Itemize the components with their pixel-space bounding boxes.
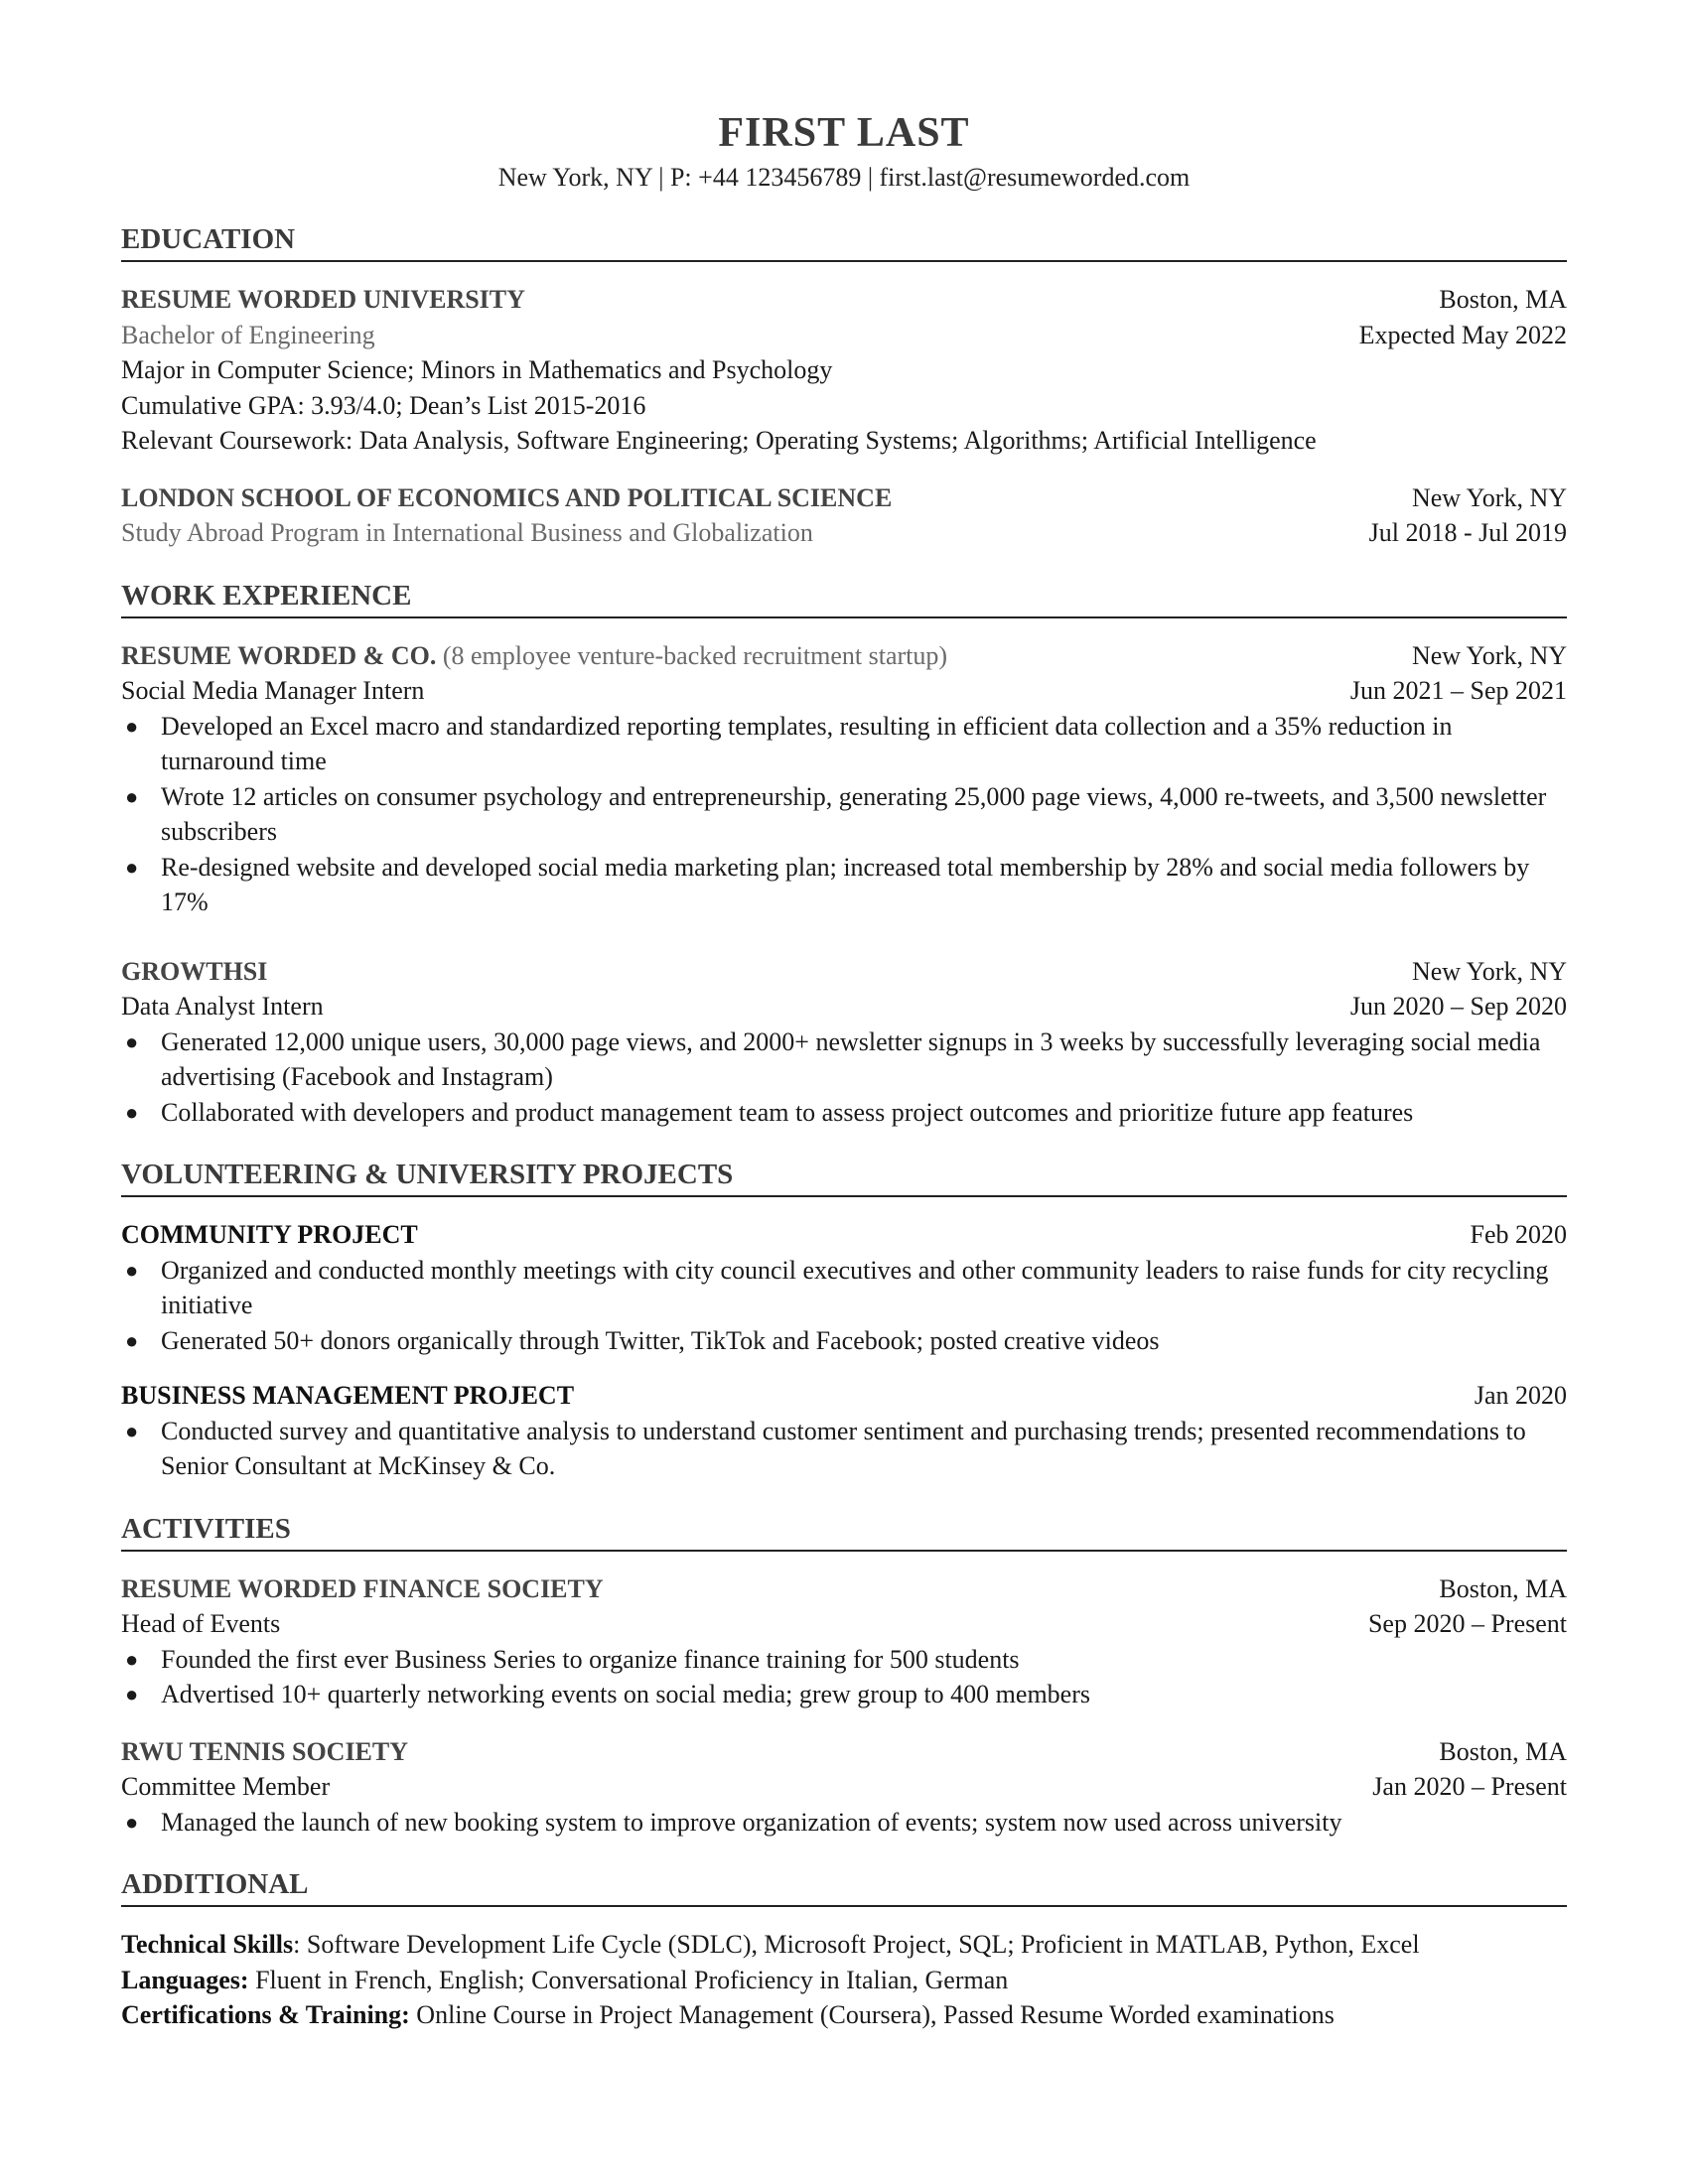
activity-entry (121, 1571, 1567, 1712)
education-detail: Cumulative GPA: 3.93/4.0; Dean’s List 2015-2016 (121, 390, 646, 420)
bullet-text: Generated 12,000 unique users, 30,000 page views, and 2000+ newsletter signups in 3 weeks by successfully leveraging social media advertising (Facebook and Instagram) (161, 1026, 1541, 1091)
bullet-list (121, 1805, 1567, 1841)
bullet-text: Managed the launch of new booking system to improve organization of events; system now used across university (161, 1807, 1342, 1837)
company-location: New York, NY (1411, 640, 1567, 670)
bullet-icon: ● (125, 1099, 139, 1125)
company-name: RESUME WORDED & CO. (121, 640, 437, 670)
bullet-icon: ● (125, 1809, 139, 1835)
list-item (121, 850, 1567, 920)
bullet-icon: ● (125, 1682, 139, 1706)
job-title: Data Analyst Intern (121, 992, 324, 1021)
bullet-icon: ● (125, 1257, 139, 1283)
contact-line: New York, NY | P: +44 123456789 | first.last@resumeworded.com (497, 163, 1191, 192)
degree: Study Abroad Program in International Business and Globalization (121, 518, 813, 547)
bullet-text: Organized and conducted monthly meetings with city council executives and other community leaders to raise funds for city recycling initiative (161, 1255, 1549, 1319)
list-item (121, 1642, 1567, 1678)
activity-entry (121, 1734, 1567, 1841)
list-item (121, 1253, 1567, 1323)
company-name: GROWTHSI (121, 956, 268, 986)
job-title: Social Media Manager Intern (121, 676, 425, 705)
bullet-text: Generated 50+ donors organically through Twitter, TikTok and Facebook; posted creative videos (161, 1325, 1160, 1355)
activity-role: Head of Events (121, 1609, 281, 1638)
list-item (121, 709, 1567, 779)
list-item (121, 779, 1567, 850)
activity-location: Boston, MA (1439, 1573, 1567, 1603)
school-name: RESUME WORDED UNIVERSITY (121, 285, 525, 314)
bullet-text: Re-designed website and developed social media marketing plan; increased total membership by 28% and social media followers by 17% (161, 852, 1530, 916)
job-dates: Jun 2020 – Sep 2020 (1349, 992, 1567, 1021)
activity-role: Committee Member (121, 1772, 331, 1801)
program-date: Jul 2018 - Jul 2019 (1368, 518, 1567, 547)
activity-location: Boston, MA (1439, 1736, 1567, 1766)
additional-heading: ADDITIONAL (121, 1865, 1567, 1907)
projects-heading: VOLUNTEERING & UNIVERSITY PROJECTS (121, 1156, 1567, 1197)
list-item (121, 1323, 1567, 1359)
languages-line (121, 1963, 1567, 1998)
list-item (121, 1677, 1567, 1712)
bullet-icon: ● (125, 1418, 139, 1443)
bullet-list (121, 1414, 1567, 1484)
company-location: New York, NY (1411, 956, 1567, 986)
bullet-list (121, 1024, 1567, 1131)
bullet-icon: ● (125, 1327, 139, 1353)
candidate-name: FIRST LAST (718, 110, 970, 156)
technical-skills-text: : Software Development Life Cycle (SDLC), Microsoft Project, SQL; Proficient in MATLAB, Python, Excel (293, 1930, 1420, 1959)
project-name: BUSINESS MANAGEMENT PROJECT (121, 1381, 575, 1410)
project-date: Jan 2020 (1474, 1381, 1567, 1410)
project-entry (121, 1378, 1567, 1484)
list-item (121, 1805, 1567, 1841)
work-entry (121, 954, 1567, 1131)
bullet-icon: ● (125, 1028, 139, 1054)
activity-name: RWU TENNIS SOCIETY (121, 1736, 409, 1766)
list-item (121, 1414, 1567, 1484)
languages-label: Languages: (121, 1965, 249, 1994)
activities-heading: ACTIVITIES (121, 1510, 1567, 1552)
certifications-line (121, 1997, 1567, 2033)
activity-dates: Jan 2020 – Present (1372, 1772, 1567, 1801)
bullet-text: Conducted survey and quantitative analysis to understand customer sentiment and purchasing trends; presented recommendations to Senior Consultant at McKinsey & Co. (161, 1416, 1526, 1480)
education-entry (121, 480, 1567, 551)
project-entry (121, 1217, 1567, 1358)
bullet-icon: ● (125, 854, 139, 880)
project-name: COMMUNITY PROJECT (121, 1220, 418, 1249)
list-item (121, 1095, 1567, 1131)
technical-skills-label: Technical Skills (121, 1930, 294, 1959)
education-heading: EDUCATION (121, 220, 1567, 262)
work-entry (121, 638, 1567, 920)
bullet-list (121, 709, 1567, 920)
work-heading: WORK EXPERIENCE (121, 577, 1567, 618)
bullet-text: Developed an Excel macro and standardized reporting templates, resulting in efficient data collection and a 35% reduction in turnaround time (161, 711, 1453, 775)
technical-skills-line (121, 1927, 1567, 1963)
bullet-icon: ● (125, 713, 139, 739)
job-dates: Jun 2021 – Sep 2021 (1349, 676, 1567, 705)
graduation-date: Expected May 2022 (1358, 320, 1567, 349)
certifications-label: Certifications & Training: (121, 2000, 410, 2029)
bullet-text: Founded the first ever Business Series to organize finance training for 500 students (161, 1644, 1020, 1674)
activity-name: RESUME WORDED FINANCE SOCIETY (121, 1573, 604, 1603)
school-name: LONDON SCHOOL OF ECONOMICS AND POLITICAL SCIENCE (121, 482, 893, 512)
company-note: (8 employee venture-backed recruitment startup) (442, 640, 948, 670)
list-item (121, 1024, 1567, 1095)
bullet-text: Advertised 10+ quarterly networking events on social media; grew group to 400 members (161, 1680, 1090, 1708)
education-entry (121, 282, 1567, 459)
additional-details (121, 1927, 1567, 2033)
bullet-text: Collaborated with developers and product management team to assess project outcomes and prioritize future app features (161, 1097, 1414, 1127)
school-location: New York, NY (1411, 482, 1567, 512)
certifications-text: Online Course in Project Management (Coursera), Passed Resume Worded examinations (409, 2000, 1335, 2029)
degree: Bachelor of Engineering (121, 320, 375, 349)
bullet-list (121, 1253, 1567, 1359)
school-location: Boston, MA (1439, 285, 1567, 314)
bullet-icon: ● (125, 783, 139, 809)
activity-dates: Sep 2020 – Present (1367, 1609, 1567, 1638)
resume-content (121, 107, 1567, 2033)
bullet-icon: ● (125, 1646, 139, 1672)
education-detail: Major in Computer Science; Minors in Mathematics and Psychology (121, 355, 833, 384)
languages-text: Fluent in French, English; Conversational Proficiency in Italian, German (248, 1965, 1009, 1994)
education-detail: Relevant Coursework: Data Analysis, Software Engineering; Operating Systems; Algorithms; Artificial Intelligence (121, 426, 1317, 455)
project-date: Feb 2020 (1470, 1220, 1567, 1249)
bullet-list (121, 1642, 1567, 1712)
bullet-text: Wrote 12 articles on consumer psychology and entrepreneurship, generating 25,000 page views, 4,000 re-tweets, and 3,500 newsletter subscribers (161, 781, 1547, 846)
